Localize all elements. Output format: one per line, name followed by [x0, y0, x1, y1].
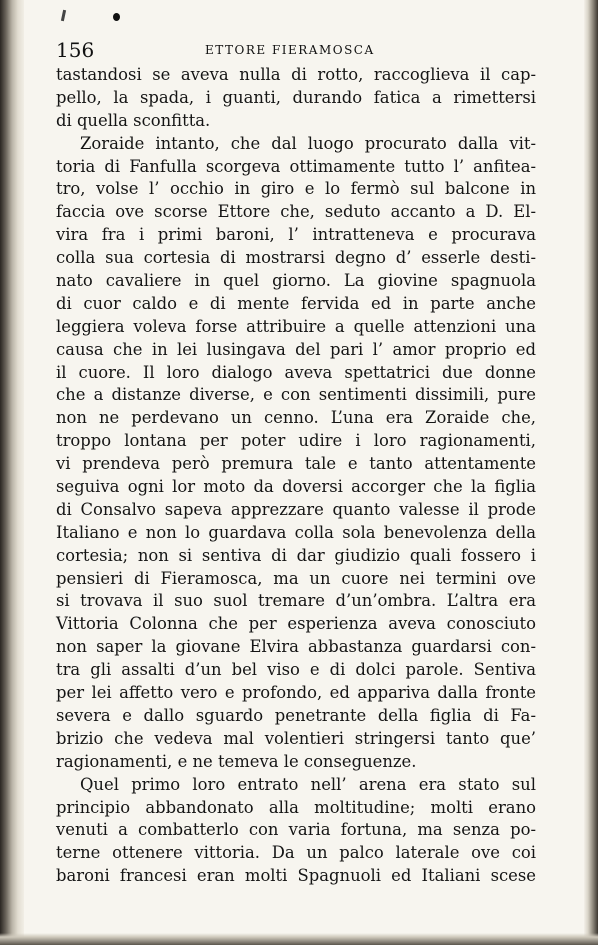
page-right-edge	[584, 0, 598, 945]
text-line: toria di Fanfulla scorgeva ottimamente tutto l’ anfitea-	[56, 156, 536, 176]
text-line: non ne perdevano un cenno. L’una era Zoraide che,	[56, 408, 536, 428]
text-line: Quel primo loro entrato nell’ arena era stato sul	[80, 774, 536, 794]
text-line: terne ottenere vittoria. Da un palco laterale ove coi	[56, 843, 536, 863]
text-line: Vittoria Colonna che per esperienza aveva conosciuto	[56, 614, 536, 634]
text-line: baroni francesi eran molti Spagnuoli ed Italiani scese	[56, 866, 536, 886]
page-number: 156	[56, 38, 95, 62]
text-line: ragionamenti, e ne temeva le conseguenze.	[56, 751, 417, 771]
ink-mark	[61, 10, 66, 21]
page-header	[56, 38, 556, 64]
text-line: brizio che vedeva mal volentieri stringersi tanto que’	[56, 728, 536, 748]
text-line: tra gli assalti d’un bel viso e di dolci parole. Sentiva	[56, 660, 536, 680]
text-line: venuti a combatterlo con varia fortuna, ma senza po-	[56, 820, 536, 840]
text-line: troppo lontana per poter udire i loro ragionamenti,	[56, 431, 536, 451]
page-bottom-edge	[0, 933, 598, 945]
text-line: tro, volse l’ occhio in giro e lo fermò sul balcone in	[56, 179, 536, 199]
text-line: vi prendeva però premura tale e tanto attentamente	[56, 454, 536, 474]
page-left-binding-edge	[0, 0, 24, 945]
text-line: di cuor caldo e di mente fervida ed in parte anche	[56, 293, 536, 313]
text-line: nato cavaliere in quel giorno. La giovine spagnuola	[56, 271, 536, 291]
text-line: colla sua cortesia di mostrarsi degno d’ esserle desti-	[56, 248, 536, 268]
text-line: seguiva ogni lor moto da doversi accorger che la figlia	[56, 477, 536, 497]
text-line: vira fra i primi baroni, l’ intratteneva e procurava	[56, 225, 536, 245]
text-line: faccia ove scorse Ettore che, seduto accanto a D. El-	[56, 202, 536, 222]
running-head: ETTORE FIERAMOSCA	[205, 43, 375, 57]
text-line: severa e dallo sguardo penetrante della figlia di Fa-	[56, 705, 536, 725]
text-line: principio abbandonato alla moltitudine; molti erano	[56, 797, 536, 817]
text-line: il cuore. Il loro dialogo aveva spettatrici due donne	[56, 362, 536, 382]
ink-dot	[113, 13, 120, 21]
text-line: causa che in lei lusingava del pari l’ amor proprio ed	[56, 339, 536, 359]
text-line: di Consalvo sapeva apprezzare quanto valesse il prode	[56, 499, 536, 519]
text-line: Zoraide intanto, che dal luogo procurato dalla vit-	[80, 133, 536, 153]
text-line: non saper la giovane Elvira abbastanza guardarsi con-	[56, 637, 536, 657]
text-line: per lei affetto vero e profondo, ed appariva dalla fronte	[56, 683, 536, 703]
text-line: pello, la spada, i guanti, durando fatica a rimettersi	[56, 87, 536, 107]
text-line: tastandosi se aveva nulla di rotto, raccoglieva il cap-	[56, 65, 536, 84]
text-line: pensieri di Fieramosca, ma un cuore nei termini ove	[56, 568, 536, 588]
text-line: di quella sconfitta.	[56, 110, 211, 130]
text-line: Italiano e non lo guardava colla sola benevolenza della	[56, 522, 536, 542]
text-line: si trovava il suo suol tremare d’un’ombra. L’altra era	[56, 591, 536, 611]
text-line: leggiera voleva forse attribuire a quelle attenzioni una	[56, 316, 536, 336]
text-line: cortesia; non si sentiva di dar giudizio quali fossero i	[56, 545, 536, 565]
text-line: che a distanze diverse, e con sentimenti dissimili, pure	[56, 385, 536, 405]
body-text	[56, 64, 536, 888]
